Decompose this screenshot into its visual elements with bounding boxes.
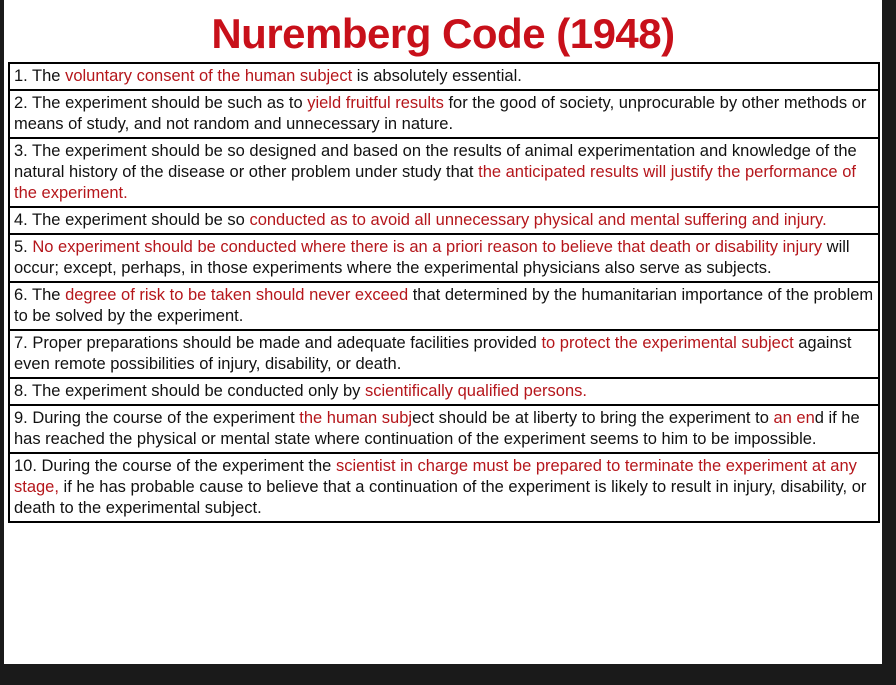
principle-text: ect should be at liberty to bring the experiment to [412,409,774,427]
principle-text: that determined by the humanitarian importance of the problem to be solved by the experiment. [14,286,874,325]
highlighted-text: conducted as to avoid all unnecessary physical and mental suffering and injury. [249,211,827,229]
principle-row [10,454,878,523]
principle-text: will occur; except, perhaps, in those experiments where the experimental physicians also serve as subjects. [14,238,850,277]
bottom-frame [0,664,896,685]
principle-text: 2. The experiment should be such as to [14,94,308,112]
highlighted-text: voluntary consent of the human subject [65,67,353,85]
highlighted-text: scientifically qualified persons. [365,382,587,400]
principle-text: 8. The experiment should be conducted only by [14,382,366,400]
principle-text: 3. The experiment should be so designed and based on the results of animal experimentation and knowledge of the natural history of the disease or other problem under study that [14,142,857,181]
principle-row [10,379,878,406]
principle-text: if he has probable cause to believe that a continuation of the experiment is likely to result in injury, disability, or death to the experimental subject. [14,478,867,517]
slide [4,0,882,664]
highlighted-text: the anticipated results will justify the performance of the experiment. [14,163,856,202]
principle-row [10,139,878,208]
page-title: Nuremberg Code (1948) [211,10,675,57]
highlighted-text: the human subj [299,409,413,427]
principle-text: 10. During the course of the experiment the [14,457,336,475]
highlighted-text: yield fruitful results [307,94,444,112]
principles-list [8,62,880,523]
principle-text: d if he has reached the physical or mental state where continuation of the experiment seems to him to be impossible. [14,409,860,448]
highlighted-text: an en [773,409,815,427]
principle-text: 7. Proper preparations should be made and adequate facilities provided [14,334,542,352]
principle-text: is absolutely essential. [352,67,522,85]
principle-row [10,91,878,139]
principle-row [10,235,878,283]
principle-text: 5. [14,238,33,256]
highlighted-text: degree of risk to be taken should never exceed [65,286,409,304]
highlighted-text: to protect the experimental subject [541,334,794,352]
principle-row [10,64,878,91]
principle-text: 9. During the course of the experiment [14,409,300,427]
principle-text: against even remote possibilities of injury, disability, or death. [14,334,852,373]
principle-row [10,283,878,331]
highlighted-text: scientist in charge must be prepared to terminate the experiment at any stage, [14,457,857,496]
principle-row [10,331,878,379]
principle-text: 4. The experiment should be so [14,211,250,229]
principle-text: 1. The [14,67,66,85]
principle-row [10,208,878,235]
principle-text: 6. The [14,286,66,304]
principle-text: for the good of society, unprocurable by other methods or means of study, and not random and unnecessary in nature. [14,94,867,133]
highlighted-text: No experiment should be conducted where there is an a priori reason to believe that death or disability injury [32,238,823,256]
principle-row [10,406,878,454]
